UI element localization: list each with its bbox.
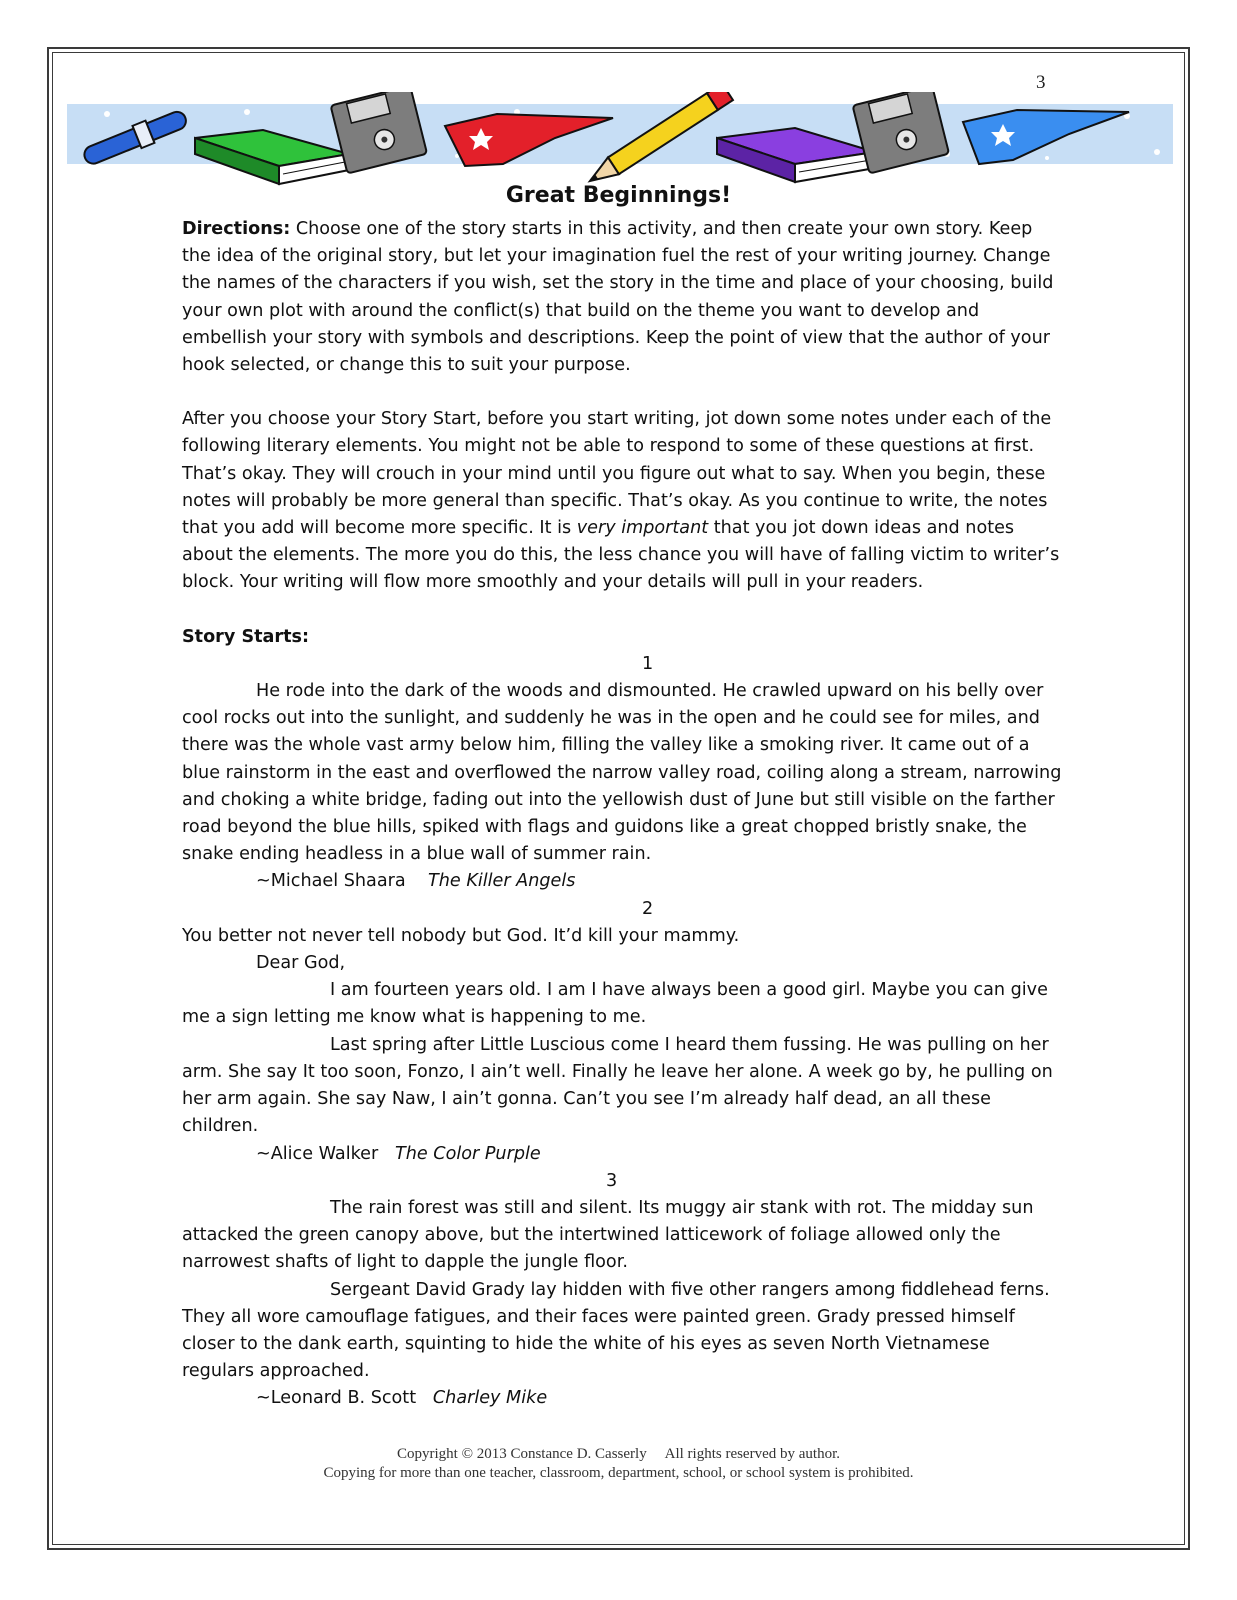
copying-notice: Copying for more than one teacher, classroom, department, school, or school system is prohibited. (323, 1465, 914, 1481)
story-number: 1 (642, 653, 654, 674)
story-book: Charley Mike (432, 1388, 548, 1409)
story-citation (182, 1385, 1062, 1412)
directions-text: Choose one of the story starts in this activity, and then create your own story. Keep the idea of the original story, but let your imagination fuel the rest of your writing journey. Change the names of the characters if you wish, set the story in the time and place of your choosing, build your own plot with around the conflict(s) that build on the theme you want to develop and embellish your story with symbols and descriptions. Keep the point of view that the author of your hook selected, or change this to suit your purpose. (182, 219, 1054, 376)
story-citation (182, 1141, 1062, 1168)
story-author: ~Leonard B. Scott (256, 1388, 417, 1409)
page-number: 3 (1036, 72, 1046, 93)
copyright-footer (0, 1445, 1237, 1483)
notes-paragraph (182, 406, 1062, 596)
directions-label: Directions: (182, 219, 291, 239)
document-body (182, 216, 1062, 1413)
story-paragraph: I am fourteen years old. I am I have always been a good girl. Maybe you can give me a sign letting me know what is happening to me. (182, 980, 1048, 1028)
story-number: 3 (606, 1170, 618, 1191)
story-author: ~Alice Walker (256, 1143, 379, 1164)
notes-text-2: that you jot down ideas and notes about the elements. The more you do this, the less chance you will have of falling victim to writer’s block. Your writing will flow more smoothly and your details will pull in your readers. (182, 518, 1060, 593)
story-line: You better not never tell nobody but God. It’d kill your mammy. (182, 925, 740, 946)
story-paragraph: Last spring after Little Luscious come I heard them fussing. He was pulling on her arm. She say It too soon, Fonzo, I ain’t well. Finally he leave her alone. A week go by, he pulling on her arm again. She say Naw, I ain’t gonna. Can’t you see I’m already half dead, an all these children. (182, 1034, 1053, 1137)
clipart-banner (67, 92, 1173, 188)
directions-paragraph (182, 216, 1062, 379)
notes-text-1: After you choose your Story Start, before you start writing, jot down some notes under each of the following literary elements. You might not be able to respond to some of these questions at first. That’s okay. They will crouch in your mind until you figure out what to say. When you begin, these notes will probably be more general than specific. That’s okay. As you continue to write, the notes that you add will become more specific. It is (182, 409, 1052, 539)
story-book: The Color Purple (394, 1143, 541, 1164)
story-paragraph: He rode into the dark of the woods and dismounted. He crawled upward on his belly over cool rocks out into the sunlight, and suddenly he was in the open and he could see for miles, and there was the whole vast army below him, filling the valley like a smoking river. It came out of a blue rainstorm in the east and overflowed the narrow valley road, coiling along a stream, narrowing and choking a white bridge, fading out into the yellowish dust of June but still visible on the farther road beyond the blue hills, spiked with flags and guidons like a great chopped bristly snake, the snake ending headless in a blue wall of summer rain. (182, 681, 1062, 865)
story-author: ~Michael Shaara (256, 871, 406, 892)
story-number: 2 (642, 898, 654, 919)
story-paragraph: Sergeant David Grady lay hidden with five other rangers among fiddlehead ferns. They all wore camouflage fatigues, and their faces were painted green. Grady pressed himself closer to the dank earth, squinting to hide the white of his eyes as seven North Vietnamese regulars approached. (182, 1279, 1050, 1382)
story-salutation: Dear God, (256, 953, 346, 974)
story-book: The Killer Angels (428, 871, 576, 892)
story-paragraph: The rain forest was still and silent. Its muggy air stank with rot. The midday sun attacked the green canopy above, but the intertwined latticework of foliage allowed only the narrowest shafts of light to dapple the jungle floor. (182, 1197, 1034, 1273)
story-citation (182, 868, 1062, 895)
story-starts-heading: Story Starts: (182, 626, 309, 647)
copyright-line: Copyright © 2013 Constance D. Casserly All rights reserved by author. (396, 1446, 840, 1462)
notes-emphasis: very important (576, 518, 709, 539)
page-title: Great Beginnings! (505, 183, 732, 208)
